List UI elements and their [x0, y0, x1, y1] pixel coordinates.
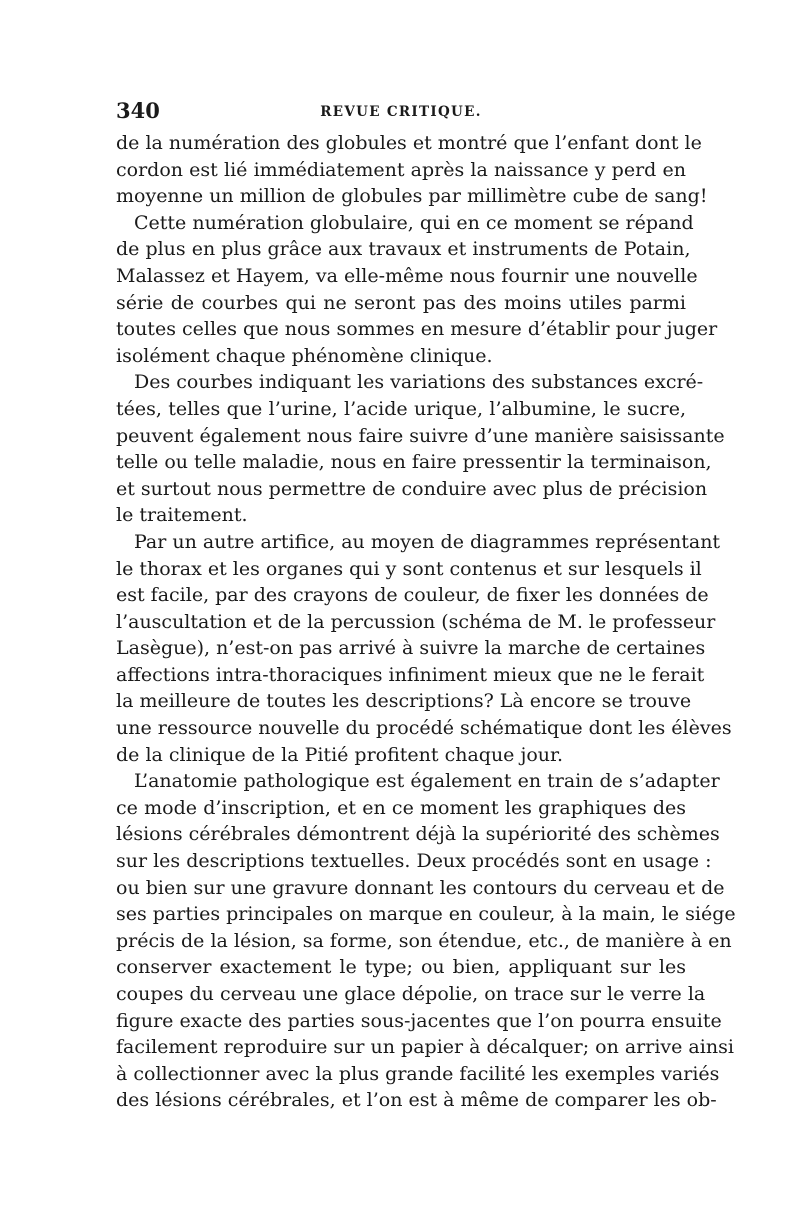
text-line: coupes du cerveau une glace dépolie, on trace sur le verre la [116, 983, 706, 1005]
paragraph-start-line: L’anatomie pathologique est également en train de s’adapter [134, 770, 720, 793]
text-line: une ressource nouvelle du procédé schématique dont les élèves [116, 717, 732, 740]
text-line: la meilleure de toutes les descriptions? Là encore se trouve [116, 690, 692, 713]
text-line: conserver exactement le type; ou bien, appliquant sur les [116, 956, 686, 979]
text-line: série de courbes qui ne seront pas des moins utiles parmi [116, 291, 686, 314]
text-line: toutes celles que nous sommes en mesure d’établir pour juger [116, 318, 718, 341]
text-line: précis de la lésion, sa forme, son étendue, etc., de manière à en [116, 929, 732, 952]
text-line: de plus en plus grâce aux travaux et instruments de Potain, [116, 238, 691, 261]
paragraph-start-line: Cette numération globulaire, qui en ce moment se répand [134, 211, 694, 234]
text-line: ou bien sur une gravure donnant les contours du cerveau et de [116, 876, 725, 899]
page-number: 340 [116, 98, 160, 123]
text-line: affections intra-thoraciques infiniment mieux que ne le ferait [116, 663, 705, 686]
body-text [116, 130, 736, 1114]
text-line: des lésions cérébrales, et l’on est à même de comparer les ob- [116, 1089, 717, 1112]
text-line: ses parties principales on marque en couleur, à la main, le siége [116, 903, 736, 926]
text-line: figure exacte des parties sous-jacentes que l’on pourra ensuite [116, 1009, 722, 1032]
text-line: telle ou telle maladie, nous en faire pressentir la terminaison, [116, 451, 712, 474]
text-line: lésions cérébrales démontrent déjà la supériorité des schèmes [116, 823, 720, 846]
text-line: de la clinique de la Pitié profitent chaque jour. [116, 743, 564, 766]
running-title: REVUE CRITIQUE. [320, 104, 482, 120]
text-line: de la numération des globules et montré que l’enfant dont le [116, 132, 702, 154]
text-line: le thorax et les organes qui y sont contenus et sur lesquels il [116, 557, 702, 580]
text-line: à collectionner avec la plus grande facilité les exemples variés [116, 1062, 720, 1085]
text-line: l’auscultation et de la percussion (schéma de M. le professeur [116, 610, 716, 633]
text-line: ce mode d’inscription, et en ce moment les graphiques des [116, 796, 686, 819]
paragraph-start-line: Des courbes indiquant les variations des substances excré- [134, 371, 704, 394]
paragraph-start-line: Par un autre artifice, au moyen de diagrammes représentant [134, 530, 721, 553]
running-head [116, 96, 686, 126]
text-line: est facile, par des crayons de couleur, de fixer les données de [116, 584, 709, 607]
text-line: peuvent également nous faire suivre d’une manière saisissante [116, 424, 725, 447]
text-line: le traitement. [116, 504, 248, 527]
text-line: moyenne un million de globules par millimètre cube de sang! [116, 185, 708, 208]
text-line: sur les descriptions textuelles. Deux procédés sont en usage : [116, 850, 712, 873]
text-line: tées, telles que l’urine, l’acide urique, l’albumine, le sucre, [116, 397, 686, 420]
text-line: cordon est lié immédiatement après la naissance y perd en [116, 158, 686, 181]
text-line: Malassez et Hayem, va elle-même nous fournir une nouvelle [116, 264, 698, 287]
text-line: facilement reproduire sur un papier à décalquer; on arrive ainsi [116, 1036, 734, 1059]
text-line: et surtout nous permettre de conduire avec plus de précision [116, 477, 708, 500]
text-line: Lasègue), n’est-on pas arrivé à suivre la marche de certaines [116, 637, 706, 660]
text-line: isolément chaque phénomène clinique. [116, 344, 493, 367]
